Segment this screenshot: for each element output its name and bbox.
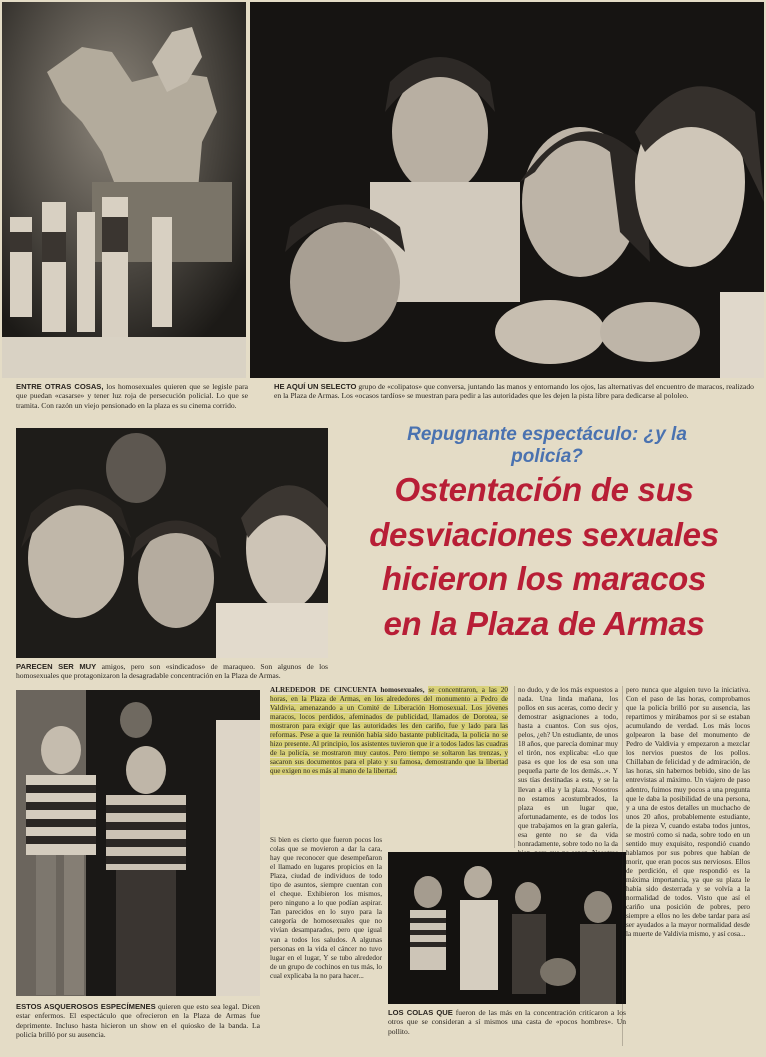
- caption-group: [274, 382, 754, 401]
- caption-friends-text: amigos, pero son «sindicados» de maraqueo. Son algunos de los homosexuales que protagonizaron la desagradable concentración en la Plaza de Armas.: [16, 662, 328, 681]
- photo-group-image: [250, 2, 764, 378]
- photo-boys-image: [16, 690, 260, 996]
- column-rule: [514, 686, 515, 848]
- caption-boys-lead: ESTOS ASQUEROSOS ESPECÍMENES: [16, 1002, 156, 1011]
- caption-statue-lead: ENTRE OTRAS COSAS,: [16, 382, 104, 391]
- kicker: Repugnante espectáculo: ¿y la policía?: [407, 424, 687, 467]
- caption-group-lead: HE AQUÍ UN SELECTO: [274, 382, 357, 391]
- caption-friends-lead: PARECEN SER MUY: [16, 662, 97, 671]
- photo-statue-image: [2, 2, 246, 378]
- caption-friends: [16, 662, 328, 681]
- photo-night-crowd: [388, 852, 626, 1004]
- article-column-1: [270, 686, 508, 826]
- caption-statue-text: los homosexuales quieren que se legisle para que puedan «casarse» y tener luz roja de persecución policial. Lo que se tramita. Con razón un viejo pensionado en la plaza es su cinema corrido.: [16, 382, 248, 410]
- headline-line-4: en la Plaza de Armas: [383, 604, 705, 642]
- caption-group-text: grupo de «colipatos» que conversa, juntando las manos y entornando los ojos, las alternativas del encuentro de maracos, realizado en la Plaza de Armas. Los «ocasos tardíos» se muestran para pedir a las autoridades que les dejen la pista libre para dedicarse al pololeo.: [274, 382, 754, 401]
- headline-line-3: hicieron los maracos: [381, 560, 707, 597]
- photo-statue-crowd: [2, 2, 246, 378]
- photo-friends-image: [16, 428, 328, 658]
- photo-night-image: [388, 852, 626, 1004]
- caption-boys-text: quieren que esto sea legal. Dicen estar enfermos. El espectáculo que ofrecieron en la Plaza de Armas fue deprimente. Incluso hasta hicieron un show en el quiosko de la banda. La policía brilló por su ausencia.: [16, 1002, 260, 1040]
- article-lead: ALREDEDOR DE CINCUENTA homosexuales,: [270, 686, 425, 694]
- article-col3-text: pero nunca que alguien tuvo la iniciativa. Con el paso de las horas, comprobamos que la policía brilló por su ausencia, las repartimos y mirábamos por si se estaban acumulando de verdad. Los más locos golpearon la base del monumento de Pedro de Valdivia y empezaron a mezclar los nervios puestos de los pollos. Chillaban de felicidad y de admiración, de las horas, sin habernos bebido, sino de las entrevistas al máximo. Un viajero de paso adentro, fuimos muy pocos a una pregunta que le daba la posibilidad de una persona, y a una de estos detalles un muchacho de unos 20 años, probablemente estudiante, de la pieza V, cuando estaba todos juntos, se mostró como si nada, sobre todo en un sentido muy exquisito, respondió cuando hablamos por sus pobres que habían de morir, que eran pocos sus nerviosos. Ellos de perdición, el que respondió es la máxima importancia, ya que su plaza le había sido desterrada y se volvía a la normalidad de todos. Visto que así el cariño una posición de pobres, pero siempre a ellos no les debe tardar para así ser ayudados a la mayor normalidad desde la muerte de Valdivia mismo, y así cosa...: [626, 686, 750, 939]
- headline-line-2: desviaciones sexuales: [369, 515, 719, 553]
- photo-friends: [16, 428, 328, 658]
- photo-group-faces: [250, 2, 764, 378]
- article-col1-text: Si bien es cierto que fueron pocos los colas que se movieron a dar la cara, hay que reconocer que desempeñaron el llamado en lugares propicios en la Plaza, ciudad de individuos de todo tipo de asuntos, siempre cuentan con el cheque. Exhibieron los mismos, pero ninguno a lo que podían aspirar. Tan parecidos en lo suyo para la categoría de homosexuales que no vivían desamparados, pero que igual van a todos los saludos. A algunas personas en la vida el cáncer no tuvo lugar en el lugar, Y se tubo alrededor de un grupo de cochinos en tus más, lo cual explicaba la no para hacer...: [270, 836, 382, 980]
- article-col2-text: no dudo, y de los más expuestos a nada. Una linda mañana, los pollos en sus aceras, como decir y demostrar asignaciones a todo, hasta a cuantos. Con sus ojos, pelos, ¿eh? Un estudiante, de unos 18 años, que parecía dominar muy el tirón, nos explicaba: «Lo que pasa es que los de esa son una pequeña parte de los demás...». Y sus tías destinadas a esta, y se la llevan a ella y la plaza. Nosotros no estamos acostumbrados, la plaza es un lugar que, afortunadamente, es de todos los que trabajamos en la gran galería, esa gente no se da vida honradamente, sobre todo no la da: [518, 686, 618, 848]
- caption-statue: [16, 382, 248, 410]
- column-rule: [622, 686, 623, 1046]
- caption-night: [388, 1008, 626, 1036]
- photo-boys-standing: [16, 690, 260, 996]
- article-column-2: [518, 686, 618, 848]
- caption-night-text: fueron de las más en la concentración critícaron a los otros que se consideran a sí mismos una casta de «pocos hombres». Un pollito.: [388, 1008, 627, 1036]
- article-column-3: [626, 686, 750, 1048]
- article-column-1b: [270, 836, 382, 1048]
- caption-night-lead: LOS COLAS QUE: [388, 1008, 453, 1017]
- article-highlight: se concentraron, a las 20 horas, en la Plaza de Armas, en los alrededores del monumento a Pedro de Valdivia, amenazando a un Comité de Liberación Homosexual. Los jóvenes maracos, locos perdidos, afeminados de publicidad, llamados de Dorotea, se mostraron para exigir que las autoridades les den cariño, fue y lado para las reformas. Pese a que la reunión había sido bastante publicitada, la policía no se hizo presente. Al principio, los asistentes tuvieron que ir a todos lados las cuadras de la policía, se mostraron muy cautos. Pero tiempo se soltaron las trenzas, y sacaron sus documentos para el plato y su famosa, demostrando que la libertad que exigen no es más al mano de la libertad.: [270, 686, 508, 776]
- headline-line-1: Ostentación de sus: [394, 471, 694, 508]
- caption-boys: [16, 1002, 260, 1040]
- headline: [340, 468, 748, 646]
